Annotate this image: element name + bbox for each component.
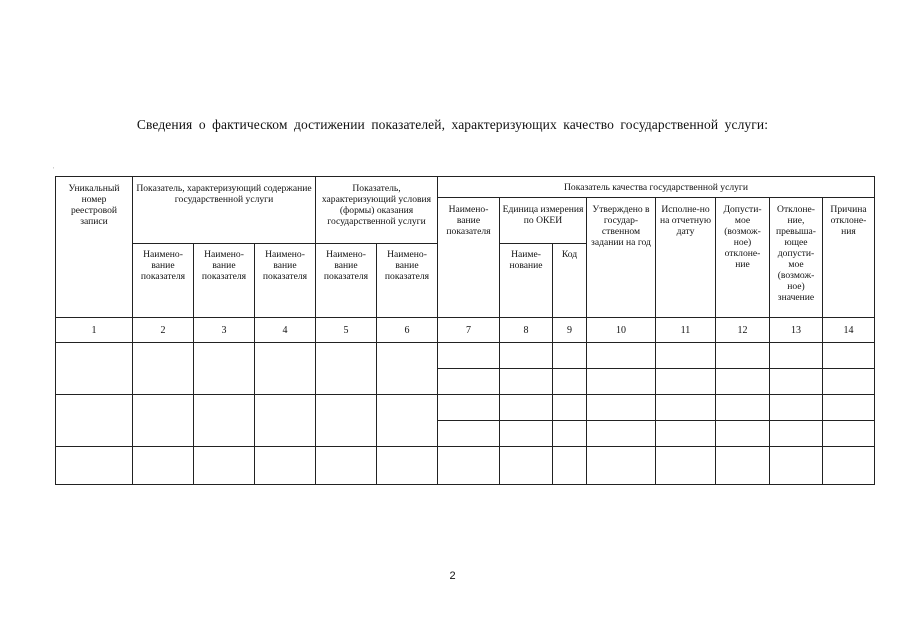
header-executed: Исполне-но на отчетную дату xyxy=(656,198,716,318)
table-cell xyxy=(56,447,133,485)
table-cell xyxy=(438,343,500,369)
col-number-10: 10 xyxy=(587,318,656,343)
table-cell xyxy=(500,421,553,447)
table-cell xyxy=(823,395,875,421)
col-number-12: 12 xyxy=(716,318,770,343)
table-cell xyxy=(553,395,587,421)
table-cell xyxy=(656,447,716,485)
col-number-9: 9 xyxy=(553,318,587,343)
table-cell xyxy=(823,447,875,485)
table-cell xyxy=(587,369,656,395)
table-cell xyxy=(56,395,133,447)
table-cell xyxy=(500,369,553,395)
table-cell xyxy=(770,447,823,485)
header-unit-okei: Единица измерения по ОКЕИ xyxy=(500,198,587,244)
table-row xyxy=(56,395,875,421)
table-cell xyxy=(438,369,500,395)
table-cell xyxy=(377,447,438,485)
table-cell xyxy=(553,421,587,447)
table-cell xyxy=(377,343,438,395)
table-cell xyxy=(823,369,875,395)
table-cell xyxy=(56,343,133,395)
header-approved: Утверждено в государ-ственном задании на год xyxy=(587,198,656,318)
table-cell xyxy=(316,395,377,447)
header-sub-name-6: Наимено-вание показателя xyxy=(377,244,438,318)
col-number-2: 2 xyxy=(133,318,194,343)
col-number-13: 13 xyxy=(770,318,823,343)
table-cell xyxy=(770,421,823,447)
table-cell xyxy=(255,395,316,447)
col-number-5: 5 xyxy=(316,318,377,343)
table-cell xyxy=(194,343,255,395)
table-cell xyxy=(500,447,553,485)
table-cell xyxy=(316,447,377,485)
col-number-14: 14 xyxy=(823,318,875,343)
table-cell xyxy=(587,343,656,369)
table-cell xyxy=(716,343,770,369)
table-cell xyxy=(438,421,500,447)
table-cell xyxy=(716,447,770,485)
table-cell xyxy=(716,421,770,447)
header-reason: Причина отклоне-ния xyxy=(823,198,875,318)
table-row xyxy=(56,447,875,485)
table-cell xyxy=(587,447,656,485)
table-cell xyxy=(770,369,823,395)
table-cell xyxy=(438,447,500,485)
table-cell xyxy=(553,447,587,485)
table-cell xyxy=(656,369,716,395)
table-cell xyxy=(316,343,377,395)
table-cell xyxy=(500,343,553,369)
scan-mark: ˌ xyxy=(52,160,55,169)
header-sub-name-3: Наимено-вание показателя xyxy=(194,244,255,318)
header-conditions-indicator: Показатель, характеризующий условия (формы) оказания государственной услуги xyxy=(316,177,438,244)
col-number-7: 7 xyxy=(438,318,500,343)
col-number-3: 3 xyxy=(194,318,255,343)
table-cell xyxy=(194,447,255,485)
header-sub-name-4: Наимено-вание показателя xyxy=(255,244,316,318)
col-number-6: 6 xyxy=(377,318,438,343)
header-unit-code: Код xyxy=(553,244,587,318)
col-number-8: 8 xyxy=(500,318,553,343)
header-allowed-deviation: Допусти-мое (возмож-ное) отклоне-ние xyxy=(716,198,770,318)
table-cell xyxy=(438,395,500,421)
table-cell xyxy=(194,395,255,447)
table-cell xyxy=(587,395,656,421)
table-cell xyxy=(553,369,587,395)
table-cell xyxy=(255,447,316,485)
table-cell xyxy=(716,369,770,395)
table-cell xyxy=(587,421,656,447)
table-cell xyxy=(133,447,194,485)
table-cell xyxy=(500,395,553,421)
header-quality-indicator: Показатель качества государственной услуги xyxy=(438,177,875,198)
header-unit-name: Наиме-нование xyxy=(500,244,553,318)
table-cell xyxy=(656,343,716,369)
header-indicator-name: Наимено-вание показателя xyxy=(438,198,500,318)
header-sub-name-5: Наимено-вание показателя xyxy=(316,244,377,318)
header-exceeding-deviation: Отклоне-ние, превыша-ющее допусти-мое (возмож-ное) значение xyxy=(770,198,823,318)
table-cell xyxy=(255,343,316,395)
header-unique-record: Уникальный номер реестровой записи xyxy=(56,177,133,318)
table-cell xyxy=(133,343,194,395)
col-number-11: 11 xyxy=(656,318,716,343)
table-cell xyxy=(656,421,716,447)
quality-indicators-table xyxy=(55,176,875,485)
table-cell xyxy=(823,421,875,447)
table-cell xyxy=(770,343,823,369)
col-number-1: 1 xyxy=(56,318,133,343)
table-cell xyxy=(716,395,770,421)
table-cell xyxy=(823,343,875,369)
header-content-indicator: Показатель, характеризующий содержание государственной услуги xyxy=(133,177,316,244)
header-sub-name-2: Наимено-вание показателя xyxy=(133,244,194,318)
table-row xyxy=(56,343,875,369)
page-heading: Сведения о фактическом достижении показателей, характеризующих качество государственной услуги: xyxy=(136,117,769,132)
page-number: 2 xyxy=(449,570,456,582)
table-cell xyxy=(133,395,194,447)
table-cell xyxy=(770,395,823,421)
table-cell xyxy=(377,395,438,447)
table-cell xyxy=(656,395,716,421)
table-cell xyxy=(553,343,587,369)
col-number-4: 4 xyxy=(255,318,316,343)
